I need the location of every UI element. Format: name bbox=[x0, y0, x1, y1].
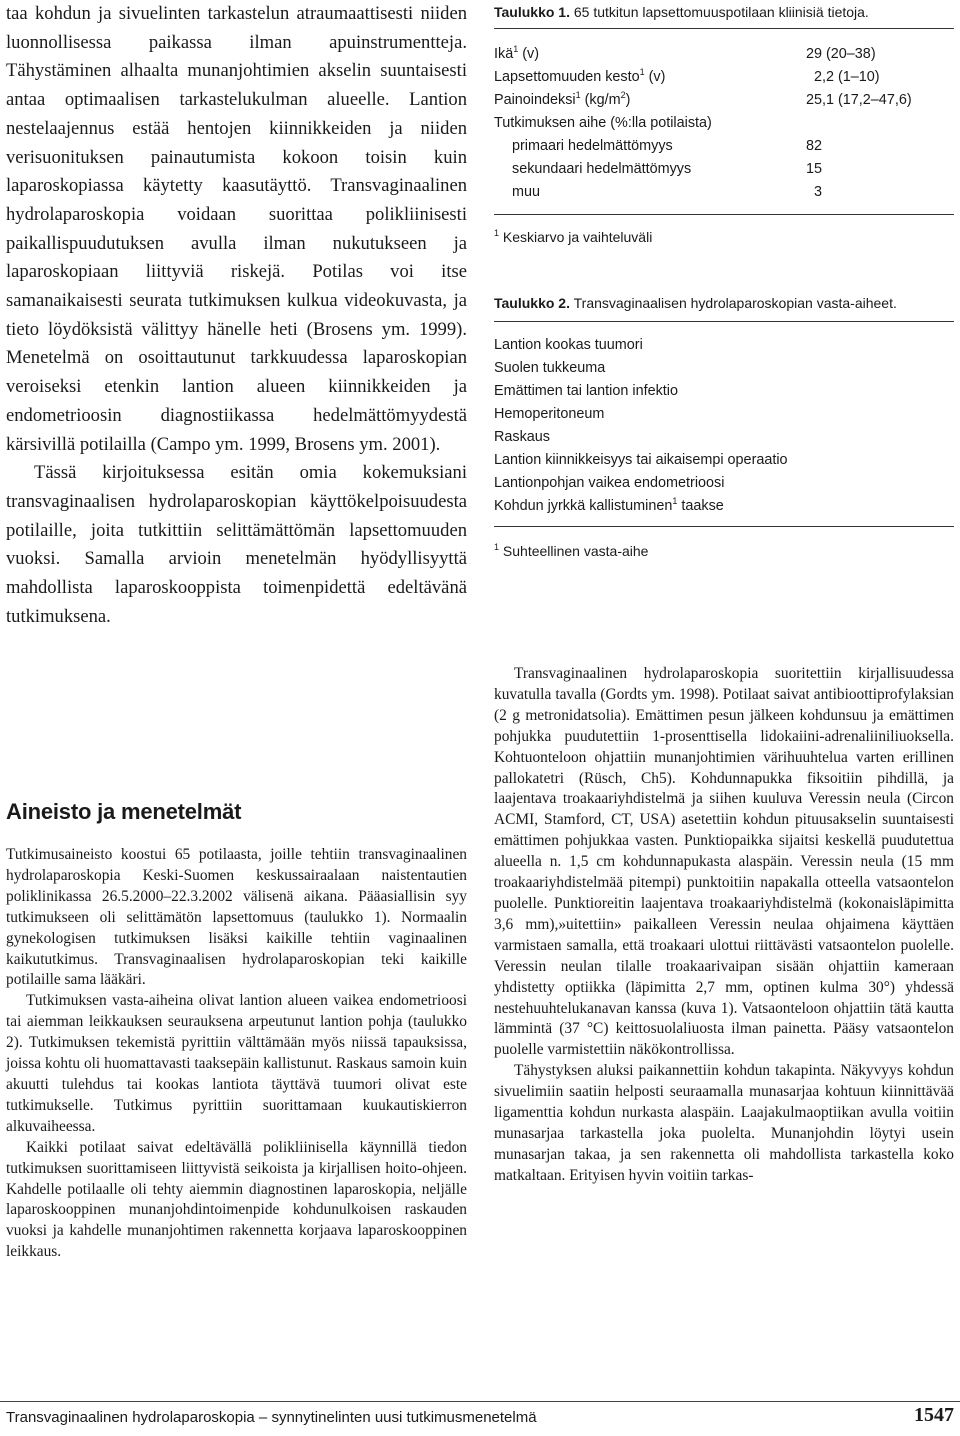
table-row: Lapsettomuuden kesto$^1$ (v) 2,2 (1–10) bbox=[494, 67, 880, 85]
list-item: Raskaus bbox=[494, 429, 550, 445]
list-item: Emättimen tai lantion infektio bbox=[494, 383, 678, 399]
footer-rule bbox=[0, 1401, 960, 1402]
list-item: Lantion kiinnikkeisyys tai aikaisempi operaatio bbox=[494, 452, 788, 468]
table-caption-text: 65 tutkitun lapsettomuuspotilaan kliinisiä tietoja. bbox=[573, 4, 869, 20]
table-label: Taulukko 1. bbox=[494, 4, 570, 20]
table-2 bbox=[494, 293, 954, 561]
section-heading: Aineisto ja menetelmät bbox=[6, 799, 242, 824]
methods-text bbox=[6, 845, 467, 1263]
table-caption bbox=[494, 2, 954, 22]
table-rule bbox=[494, 321, 954, 322]
table-row: sekundaari hedelmättömyys 15 bbox=[512, 161, 823, 177]
table-row: Ikä$^1$ (v) 29 (20–38) bbox=[494, 44, 876, 62]
table-row: Painoindeksi$^1$ $(kg/m^2)$ 25,1 (17,2–47,6) bbox=[494, 90, 912, 108]
right-body bbox=[494, 664, 954, 1187]
body-paragraph: Tutkimuksen vasta-aiheina olivat lantion alueen vaikea endometrioosi tai aiemman leikkauksen seurauksena arpeutunut lantion pohja (taulukko 2). Tutkimuksen tekemistä pyrittiin välttämään myös niissä tapauksissa, joissa kohtu oli huomattavasti taaksepäin kallistunut. Raskaus samoin kuin akuutti tulehdus tai kookas lantiota täyttävä tuumori olivat este tutkimukselle. Tutkimus pyrittiin suorittamaan kuukautiskierron alkuvaiheessa. bbox=[6, 992, 467, 1135]
table-row: muu 3 bbox=[512, 184, 822, 200]
table-row: primaari hedelmättömyys 82 bbox=[512, 138, 823, 154]
body-paragraph: Tässä kirjoituksessa esitän omia kokemuksiani transvaginaalisen hydrolaparoskopian käyttökelpoisuudesta potilaille, joita tutkittiin selittämättömän lapsettomuuden vuoksi. Samalla arvioin menetelmän hyödyllisyyttä mahdollista laparoskooppista toimenpidettä edeltävänä tutkimuksena. bbox=[6, 462, 467, 627]
list-item: Kohdun jyrkkä kallistuminen$^1$ taakse bbox=[494, 496, 724, 514]
table-1 bbox=[494, 2, 954, 247]
running-footer: Transvaginaalinen hydrolaparoskopia – synnytinelinten uusi tutkimusmenetelmä bbox=[6, 1409, 537, 1426]
body-paragraph: Tutkimusaineisto koostui 65 potilaasta, joille tehtiin transvaginaalinen hydrolaparoskopia Keski-Suomen keskussairaalaan naistentautien poliklinikassa 26.5.2000–22.3.2002 välisenä aikana. Pääasiallisin syy tutkimukseen oli selittämätön lapsettomuus (taulukko 1). Normaalin gynekologisen tutkimuksen lisäksi kaikille tehtiin vaginaalinen kaikututkimus. Transvaginaalisen hydrolaparoskopian teki kaikille potilaille sama lääkäri. bbox=[6, 846, 467, 989]
table-caption-text: Transvaginaalisen hydrolaparoskopian vasta-aiheet. bbox=[573, 295, 897, 311]
body-paragraph: Kaikki potilaat saivat edeltävällä polikliinisella käynnillä tiedon tutkimuksen suorittamiseen liittyvistä seikoista ja kirjallisen hoito-ohjeen. Kahdelle potilaalle oli tehty aiemmin diagnostinen laparoskopia, neljälle laparoskooppinen munanjohdintoimenpide kohdunulkoisen raskauden vuoksi ja kahdelle munanjohtimen rakennetta korjaava laparoskooppinen leikkaus. bbox=[6, 1138, 467, 1261]
left-column bbox=[6, 0, 467, 631]
body-paragraph: Transvaginaalinen hydrolaparoskopia suoritettiin kirjallisuudessa kuvatulla tavalla (Gordts ym. 1998). Potilaat saivat antibioottiprofylaksian (2 g metronidatsolia). Emättimen pesun jälkeen kohdunsuu ja emättimen pohjukka puudutettiin 1-prosenttisella lidokaiini-adrenaliiniliuoksella. Kohtuonteloon ohjattiin munanjohtimien värihuuhtelua varten erillinen pallokatetri (Rüsch, Ch5). Kohdunnapukka fiksoitiin pihdillä, ja laajentava troakaariyhdistelmä ja siihen kuuluva Veressin neula (Circon ACMI, Stamford, CT, USA) asetettiin kohdun pituusakselin suuntaisesti emättimen pohjukkaa vasten. Punktiopaikka sijaitsi keskellä puudutettua alueella n. 1,5 cm kohdunnapukasta alaspäin. Veressin neula (15 mm troakaariyhdistelmää pitempi) punktoitiin napakalla otteella vatsaontelon puolelle. Punktioreitin laajentava troakaariyhdistelmä (kokonaisläpimitta 3,6 mm),»uitettiin» paikalleen Veressin neulaa ohjaimena käyttäen varmistaen samalla, että troakaari ulottui riittävästi vatsaontelon puolelle. Veressin neulan tilalle troakaarivaipan sisään ohjattiin kameraan yhdistetty optiikka (läpimitta 2,7 mm, optinen kulma 30°) yhdessä nestehuuhtelukanavan kanssa (kuva 1). Vatsaonteloon ohjattiin tätä kautta lämmintä (37 °C) keittosuolaliuosta ilman painetta. Pääsy vatsaontelon puolelle varmistettiin näkökontrollissa. bbox=[494, 665, 954, 1059]
body-paragraph: Tähystyksen aluksi paikannettiin kohdun takapinta. Näkyvyys kohdun sivuelimiin saatiin helposti seuraamalla munasarjaa kohtuun kiinnittävää ligamenttia kohdun nurkasta alaspäin. Laajakulmaoptiikan avulla voitiin munasarjaa tarkastella joka puolelta. Munanjohdin löytyi usein munasarjan takaa, ja sen rakennetta oli mahdollista tarkastella koko matkaltaan. Erityisen hyvin voitiin tarkas- bbox=[494, 1062, 954, 1184]
table-caption bbox=[494, 293, 954, 313]
table-footnote: $^1$ Suhteellinen vasta-aihe bbox=[494, 542, 649, 559]
table-label: Taulukko 2. bbox=[494, 295, 570, 311]
list-item: Hemoperitoneum bbox=[494, 406, 605, 422]
list-item: Suolen tukkeuma bbox=[494, 360, 606, 376]
list-item: Lantionpohjan vaikea endometrioosi bbox=[494, 475, 725, 491]
page-number: 1547 bbox=[914, 1404, 954, 1426]
table-section: Tutkimuksen aihe (%:lla potilaista) bbox=[494, 115, 712, 131]
table-rule bbox=[494, 526, 954, 527]
table-footnote: $^1$ Keskiarvo ja vaihteluväli bbox=[494, 228, 653, 245]
list-item: Lantion kookas tuumori bbox=[494, 337, 643, 353]
body-paragraph: taa kohdun ja sivuelinten tarkastelun atraumaattisesti niiden luonnollisessa paikassa ilman apuinstrumentteja. Tähystäminen alhaalta munanjohtimien akselin suuntaisesti antaa optimaalisen tarkastelukulman alueelle. Lantion nestelaajennus estää hentojen kiinnikkeiden ja niiden verisuonituksen painautumista kokoon toisin kuin laparoskopiassa käytetty kaasutäyttö. Transvaginaalinen hydrolaparoskopia voidaan suorittaa polikliinisesti paikallispuudutuksen avulla ilman nukutukseen ja laparoskopiaan liittyviä riskejä. Potilas voi itse samanaikaisesti seurata tutkimuksen kulkua videokuvasta, ja tieto löydöksistä välittyy hänelle heti (Brosens ym. 1999). Menetelmä on osoittautunut tarkkuudessa laparoskopian veroiseksi etenkin lantion alueen kiinnikkeiden ja endometrioosin diagnostiikassa hedelmättömyydestä kärsivillä potilailla (Campo ym. 1999, Brosens ym. 2001). bbox=[6, 3, 467, 455]
table-rule bbox=[494, 28, 954, 29]
table-rule bbox=[494, 214, 954, 215]
